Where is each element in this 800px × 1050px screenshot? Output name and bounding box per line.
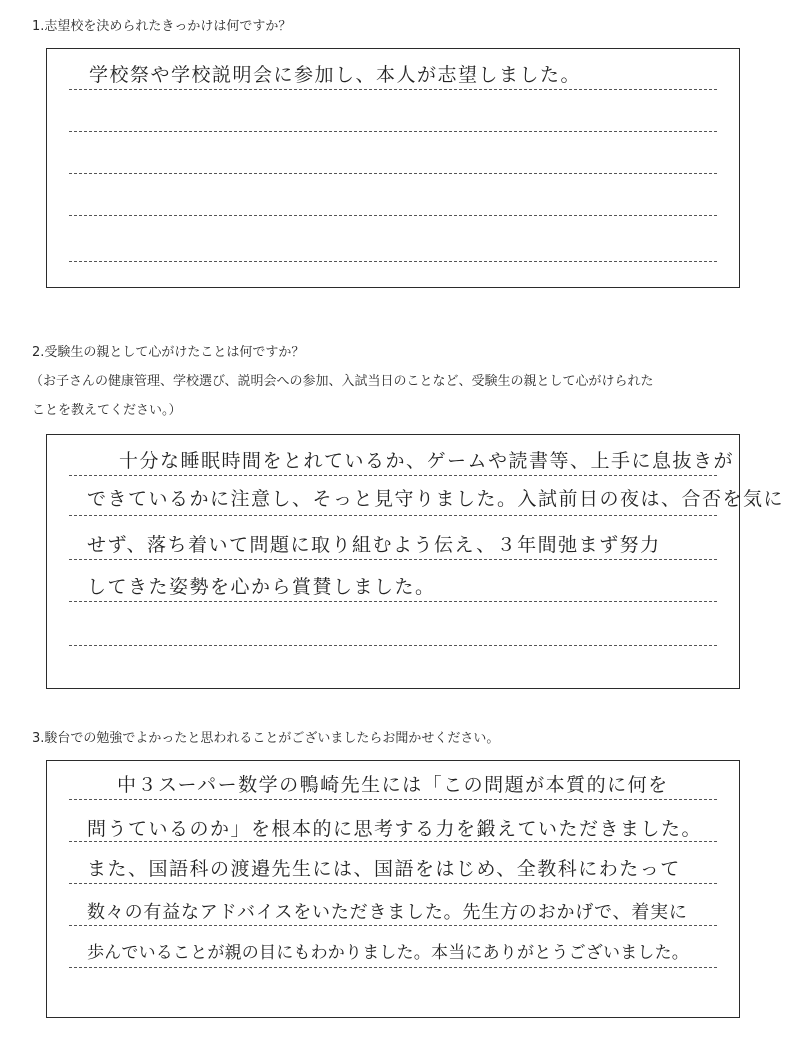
answer-2-line-2: できているかに注意し、そっと見守りました。入試前日の夜は、合否を気に: [87, 488, 785, 510]
answer-2-line-1: 十分な睡眠時間をとれているか、ゲームや読書等、上手に息抜きが: [119, 450, 735, 472]
ruled-line: [69, 475, 717, 476]
ruled-line: [69, 841, 717, 842]
question-2-label: 2.受験生の親として心がけたことは何ですか？: [32, 345, 305, 360]
question-2-instruction-line-2: ことを教えてください。）: [32, 403, 182, 418]
answer-2-line-4: してきた姿勢を心から賞賛しました。: [87, 576, 436, 598]
answer-2-line-3: せず、落ち着いて問題に取り組むよう伝え、３年間弛まず努力: [87, 534, 661, 556]
ruled-line: [69, 967, 717, 968]
ruled-line: [69, 883, 717, 884]
question-2-instruction-line-1: （お子さんの健康管理、学校選び、説明会への参加、入試当日のことなど、受験生の親として心がけられた: [30, 374, 654, 389]
ruled-line: [69, 215, 717, 216]
answer-box-1: [46, 48, 740, 288]
answer-box-2: [46, 434, 785, 689]
answer-3-line-4: 数々の有益なアドバイスをいただきました。先生方のおかげで、着実に: [87, 902, 688, 923]
ruled-line: [69, 799, 717, 800]
answer-1-line-1: 学校祭や学校説明会に参加し、本人が志望しました。: [89, 64, 582, 86]
ruled-line: [69, 131, 717, 132]
answer-3-line-1: 中３スーパー数学の鴨崎先生には「この問題が本質的に何を: [117, 774, 669, 796]
ruled-line: [69, 89, 717, 90]
answer-3-line-3: また、国語科の渡邉先生には、国語をはじめ、全教科にわたって: [87, 858, 681, 880]
ruled-line: [69, 173, 717, 174]
ruled-line: [69, 559, 717, 560]
answer-3-line-5: 歩んでいることが親の目にもわかりました。本当にありがとうございました。: [87, 943, 689, 963]
answer-3-line-2: 問うているのか」を根本的に思考する力を鍛えていただきました。: [87, 818, 703, 840]
ruled-line: [69, 925, 717, 926]
ruled-line: [69, 261, 717, 262]
question-3-label: 3.駿台での勉強でよかったと思われることがございましたらお聞かせください。: [32, 731, 500, 746]
ruled-line: [69, 515, 717, 516]
ruled-line: [69, 645, 717, 646]
ruled-line: [69, 601, 717, 602]
answer-box-3: [46, 760, 740, 1018]
question-1-label: 1.志望校を決められたきっかけは何ですか？: [32, 19, 292, 34]
